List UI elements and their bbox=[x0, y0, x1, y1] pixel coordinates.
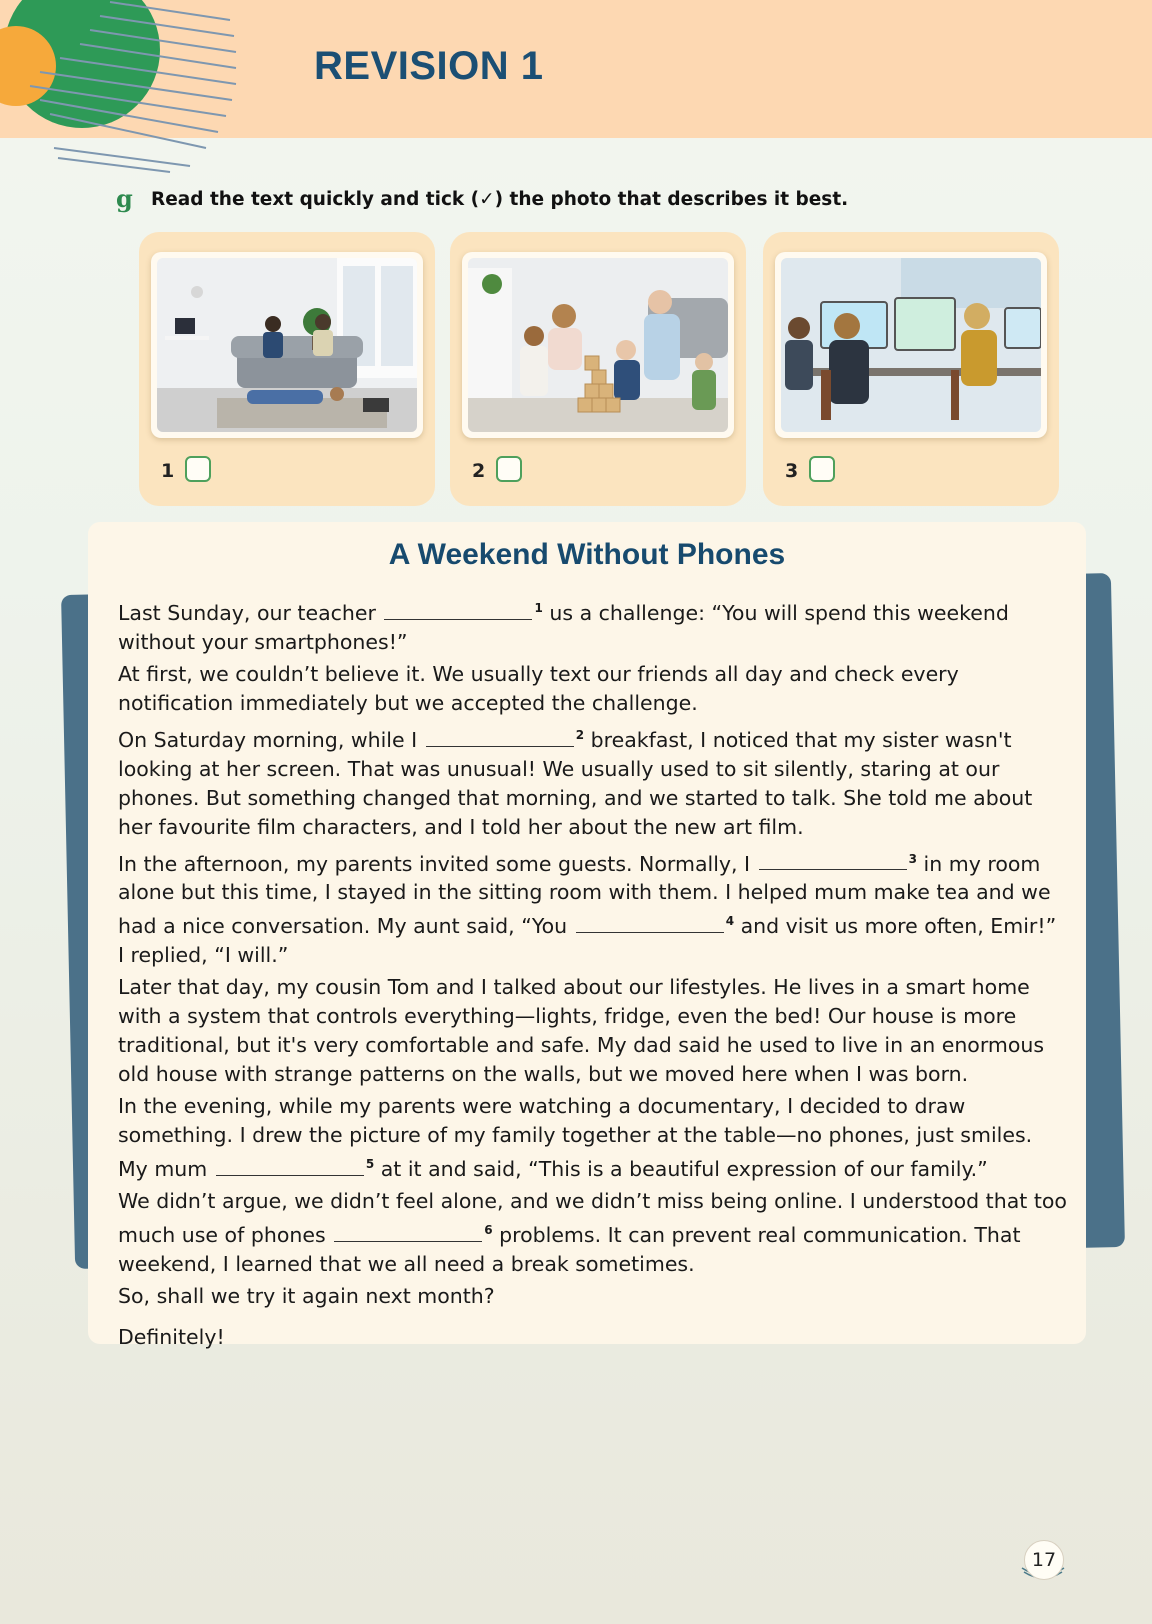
classroom-computers-photo bbox=[781, 258, 1041, 432]
photo-frame bbox=[151, 252, 423, 438]
gap-number: 1 bbox=[534, 601, 543, 615]
reading-title: A Weekend Without Phones bbox=[388, 538, 786, 571]
gap-number: 2 bbox=[575, 727, 585, 742]
photo-number: 3 bbox=[785, 460, 799, 482]
family-playing-blocks-photo bbox=[468, 258, 728, 432]
paragraph-7: We didn’t argue, we didn’t feel alone, and we didn’t miss being online. I understood that too much use of phones $^6$ problems. It can prevent real communication. That weekend, I learned that we all need a break sometimes. bbox=[118, 1189, 1067, 1276]
page-number: 17 bbox=[1031, 1549, 1057, 1571]
photo-card-2 bbox=[450, 232, 746, 506]
family-living-room-photo bbox=[157, 258, 417, 432]
paragraph-3: On Saturday morning, while I $^2$ breakfast, I noticed that my sister wasn't looking at her screen. That was unusual! We usually used to sit silently, staring at our phones. But something changed that morning, and we started to talk. She told me about her favourite film characters, and I told her about the new art film. bbox=[118, 727, 1033, 839]
photo-frame bbox=[775, 252, 1047, 438]
blank-gap[interactable] bbox=[216, 1159, 364, 1176]
reading-card bbox=[88, 522, 1086, 1349]
photo-frame bbox=[462, 252, 734, 438]
photo-number: 2 bbox=[472, 460, 486, 482]
paragraph-4: In the afternoon, my parents invited some guests. Normally, I $^3$ in my room alone but this time, I stayed in the sitting room with them. I helped mum make tea and we had a nice conversation. My aunt said, “You $^4$ and visit us more often, Emir!” I replied, “I will.” bbox=[118, 851, 1057, 968]
paragraph-8: So, shall we try it again next month? bbox=[118, 1283, 495, 1308]
task-letter: g bbox=[116, 184, 133, 213]
tick-box-3[interactable] bbox=[809, 456, 835, 482]
gap-number: 5 bbox=[365, 1157, 375, 1172]
blank-gap[interactable] bbox=[576, 916, 724, 933]
paragraph-1: Last Sunday, our teacher $^1$ us a challenge: “You will spend this weekend without your smartphones!” bbox=[118, 600, 1009, 654]
page-title: REVISION 1 bbox=[314, 44, 544, 88]
blank-gap[interactable] bbox=[334, 1225, 482, 1242]
paragraph-2: At first, we couldn’t believe it. We usually text our friends all day and check every notification immediately but we accepted the challenge. bbox=[118, 661, 959, 715]
blank-gap[interactable] bbox=[759, 853, 907, 870]
page-number-badge bbox=[1024, 1540, 1064, 1580]
gap-number: 6 bbox=[484, 1223, 493, 1238]
photo-number: 1 bbox=[161, 460, 175, 482]
photo-card-3 bbox=[763, 232, 1059, 506]
header-decoration bbox=[0, 0, 260, 175]
header-band bbox=[0, 0, 1152, 138]
photo-card-1 bbox=[139, 232, 435, 506]
tick-box-2[interactable] bbox=[496, 456, 522, 482]
paragraph-5: Later that day, my cousin Tom and I talked about our lifestyles. He lives in a smart home with a system that controls everything—lights, fridge, even the bed! Our house is more traditional, but it's very comfortable and safe. My dad said he used to live in an enormous old house with strange patterns on the walls, but we moved here when I was born. bbox=[118, 975, 1045, 1087]
blank-gap[interactable] bbox=[384, 603, 532, 620]
blank-gap[interactable] bbox=[426, 730, 574, 747]
paragraph-6: In the evening, while my parents were watching a documentary, I decided to draw something. I drew the picture of my family together at the table—no phones, just smiles. My mum $^5$ at it and said, “This is a beautiful expression of our family.” bbox=[118, 1094, 1033, 1182]
tick-box-1[interactable] bbox=[185, 456, 211, 482]
task-instruction: Read the text quickly and tick (✓) the photo that describes it best. bbox=[151, 189, 849, 210]
reading-passage bbox=[118, 594, 1068, 1355]
paragraph-9: Definitely! bbox=[118, 1324, 225, 1349]
gap-number: 4 bbox=[725, 914, 735, 929]
gap-number: 3 bbox=[908, 851, 917, 866]
